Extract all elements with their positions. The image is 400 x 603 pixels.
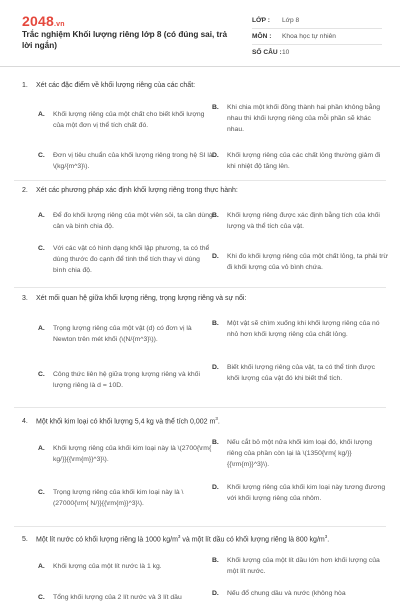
question-1-text: 1. Xét các đặc điểm về khối lượng riêng của các chất: <box>22 82 196 89</box>
question-2-text: 2. Xét các phương pháp xác định khối lượng riêng trong thực hành: <box>22 187 238 194</box>
question-4-text: 4. Một khối kim loại có khối lượng 5,4 kg và thể tích 0,002 $m^3$. <box>22 416 220 426</box>
quiz-meta <box>252 13 382 60</box>
meta-row-class: LỚP : Lớp 8 <box>252 13 382 29</box>
page-header <box>0 0 400 67</box>
divider <box>14 180 386 181</box>
meta-row-count: SỐ CÂU : 10 <box>252 49 290 56</box>
question-3-text: 3. Xét mối quan hệ giữa khối lượng riêng, trọng lượng riêng và sự nổi: <box>22 295 247 302</box>
divider <box>14 407 386 408</box>
question-5-text: 5. Một lít nước có khối lượng riêng là 1000 $kg/m^3$ và một lít dầu có khối lượng riêng là 800 $kg/m^3$. <box>22 534 330 544</box>
site-logo[interactable]: 2048.vn <box>22 13 65 29</box>
page-title: Trắc nghiệm Khối lượng riêng lớp 8 (có đúng sai, trả lời ngắn) <box>22 30 227 50</box>
meta-row-subject: MÔN : Khoa học tự nhiên <box>252 29 382 45</box>
divider <box>14 526 386 527</box>
divider <box>14 287 386 288</box>
